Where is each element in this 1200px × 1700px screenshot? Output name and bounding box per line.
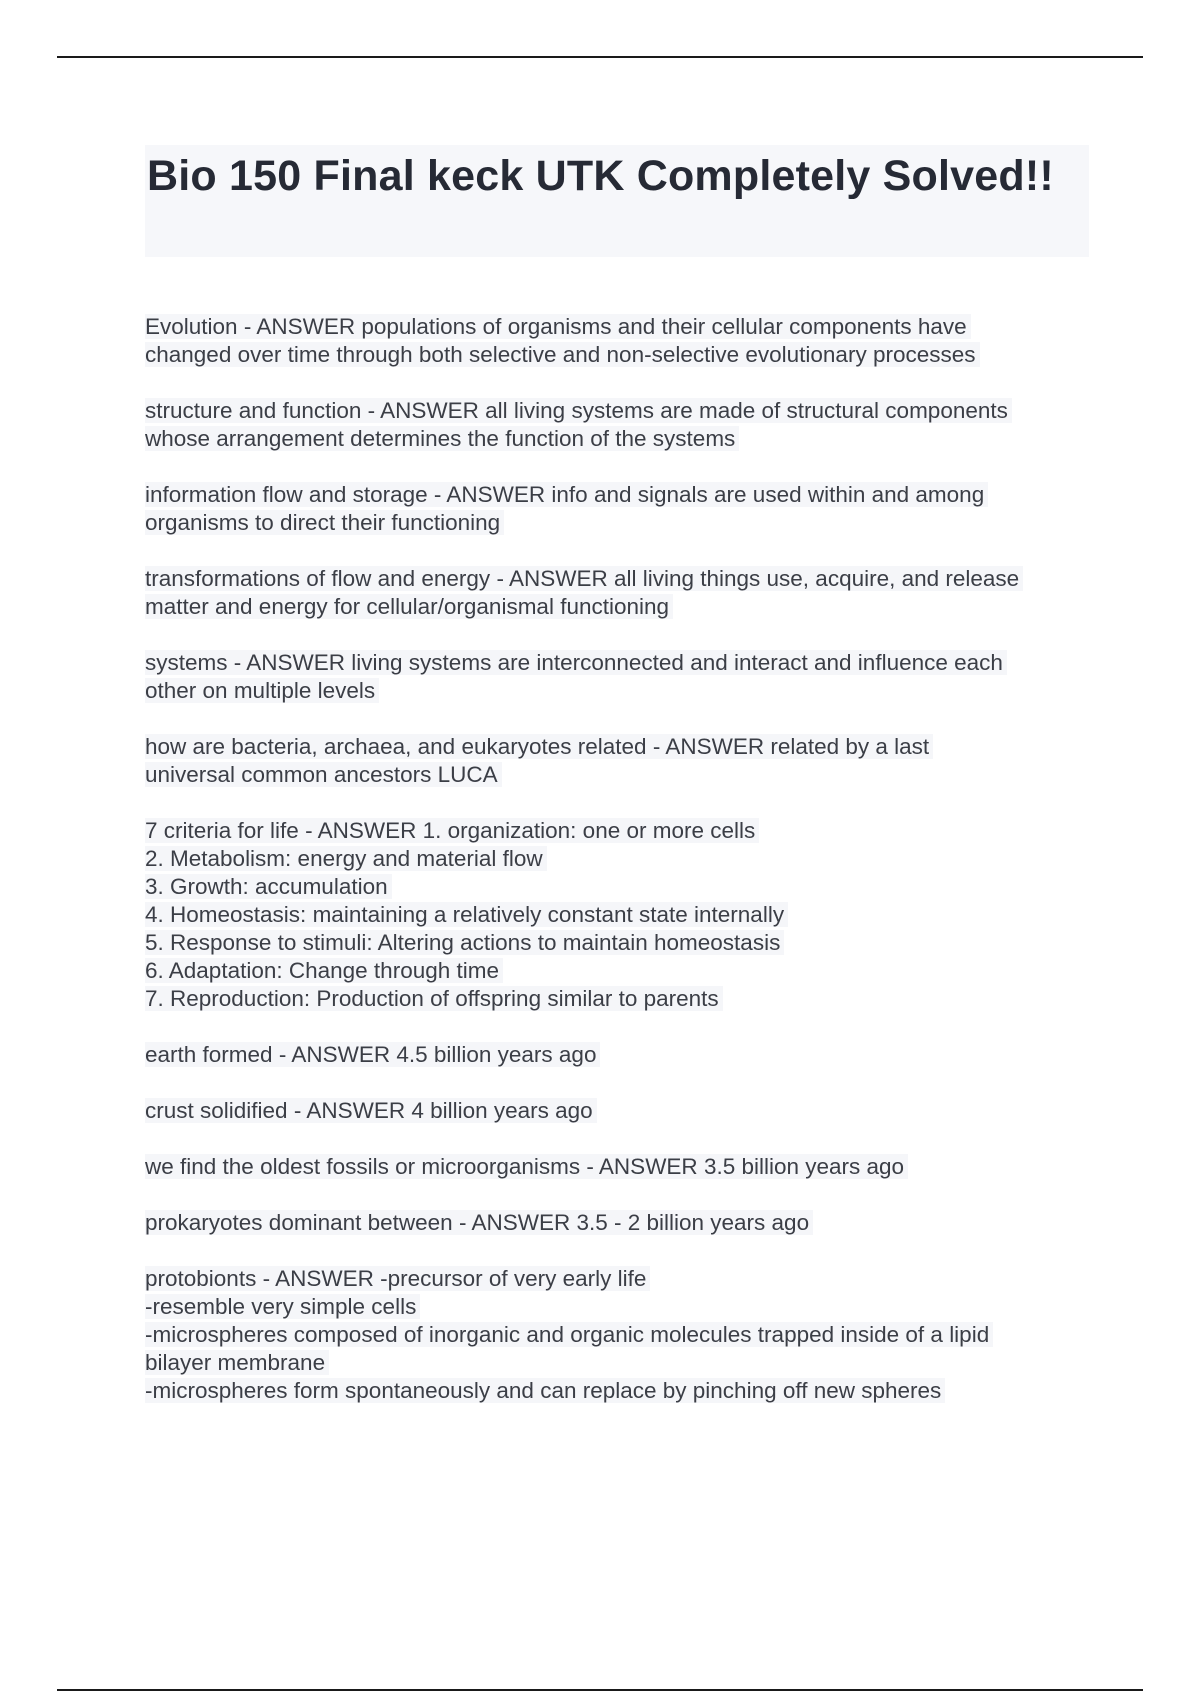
bottom-rule <box>57 1689 1143 1691</box>
qa-answer: 1. organization: one or more cells 2. Metabolism: energy and material flow 3. Growth: accumulation 4. Homeostasis: maintaining a relatively constant state internally 5. Response to stimuli: Altering actions to maintain homeostasis 6. Adaptation: Change through time 7. Reproduction: Production of offspring similar to parents <box>145 818 785 1011</box>
qa-answer: 3.5 - 2 billion years ago <box>576 1210 810 1235</box>
qa-item <box>145 1041 1105 1069</box>
qa-separator: - ANSWER <box>580 1154 704 1179</box>
document-title: Bio 150 Final keck UTK Completely Solved!! <box>147 152 1054 200</box>
qa-item <box>145 817 1105 1013</box>
qa-item <box>145 481 1105 537</box>
qa-list <box>145 313 1105 1433</box>
qa-item <box>145 1265 1105 1405</box>
qa-term: crust solidified <box>145 1098 288 1123</box>
qa-term: structure and function <box>145 398 362 423</box>
qa-answer: all living things use, acquire, and release matter and energy for cellular/organismal functioning <box>145 566 1020 619</box>
qa-item <box>145 1209 1105 1237</box>
qa-term: 7 criteria for life <box>145 818 299 843</box>
title-block <box>145 145 1089 257</box>
qa-answer: populations of organisms and their cellular components have changed over time through both selective and non-selective evolutionary processes <box>145 314 976 367</box>
qa-answer: 4.5 billion years ago <box>396 1042 597 1067</box>
top-rule <box>57 56 1143 58</box>
qa-separator: - ANSWER <box>646 734 771 759</box>
qa-separator: - ANSWER <box>452 1210 577 1235</box>
qa-separator: - ANSWER <box>272 1042 397 1067</box>
qa-term: transformations of flow and energy <box>145 566 491 591</box>
qa-item <box>145 397 1105 453</box>
qa-separator: - ANSWER <box>298 818 423 843</box>
qa-separator: - ANSWER <box>361 398 486 423</box>
qa-term: information flow and storage <box>145 482 428 507</box>
qa-term: protobionts <box>145 1266 257 1291</box>
qa-answer: related by a last universal common ancestors LUCA <box>145 734 930 787</box>
qa-item <box>145 1153 1105 1181</box>
qa-separator: - ANSWER <box>256 1266 381 1291</box>
qa-term: earth formed <box>145 1042 273 1067</box>
qa-item <box>145 733 1105 789</box>
qa-term: Evolution <box>145 314 238 339</box>
qa-answer: info and signals are used within and among organisms to direct their functioning <box>145 482 985 535</box>
qa-answer: all living systems are made of structural components whose arrangement determines the function of the systems <box>145 398 1008 451</box>
qa-separator: - ANSWER <box>427 482 552 507</box>
qa-separator: - ANSWER <box>237 314 362 339</box>
qa-term: we find the oldest fossils or microorganisms <box>145 1154 581 1179</box>
qa-answer: 4 billion years ago <box>411 1098 593 1123</box>
qa-term: prokaryotes dominant between <box>145 1210 453 1235</box>
qa-separator: - ANSWER <box>490 566 614 591</box>
qa-term: how are bacteria, archaea, and eukaryotes related <box>145 734 647 759</box>
qa-answer: 3.5 billion years ago <box>703 1154 905 1179</box>
qa-separator: - ANSWER <box>227 650 352 675</box>
qa-item <box>145 649 1105 705</box>
qa-item <box>145 1097 1105 1125</box>
qa-term: systems <box>145 650 228 675</box>
qa-answer: -precursor of very early life -resemble very simple cells -microspheres composed of inorganic and organic molecules trapped inside of a lipid bilayer membrane -microspheres form spontaneously and can replace by pinching off new spheres <box>145 1266 990 1403</box>
qa-item <box>145 313 1105 369</box>
qa-answer: living systems are interconnected and interact and influence each other on multiple levels <box>145 650 1003 703</box>
qa-separator: - ANSWER <box>287 1098 412 1123</box>
qa-item <box>145 565 1105 621</box>
